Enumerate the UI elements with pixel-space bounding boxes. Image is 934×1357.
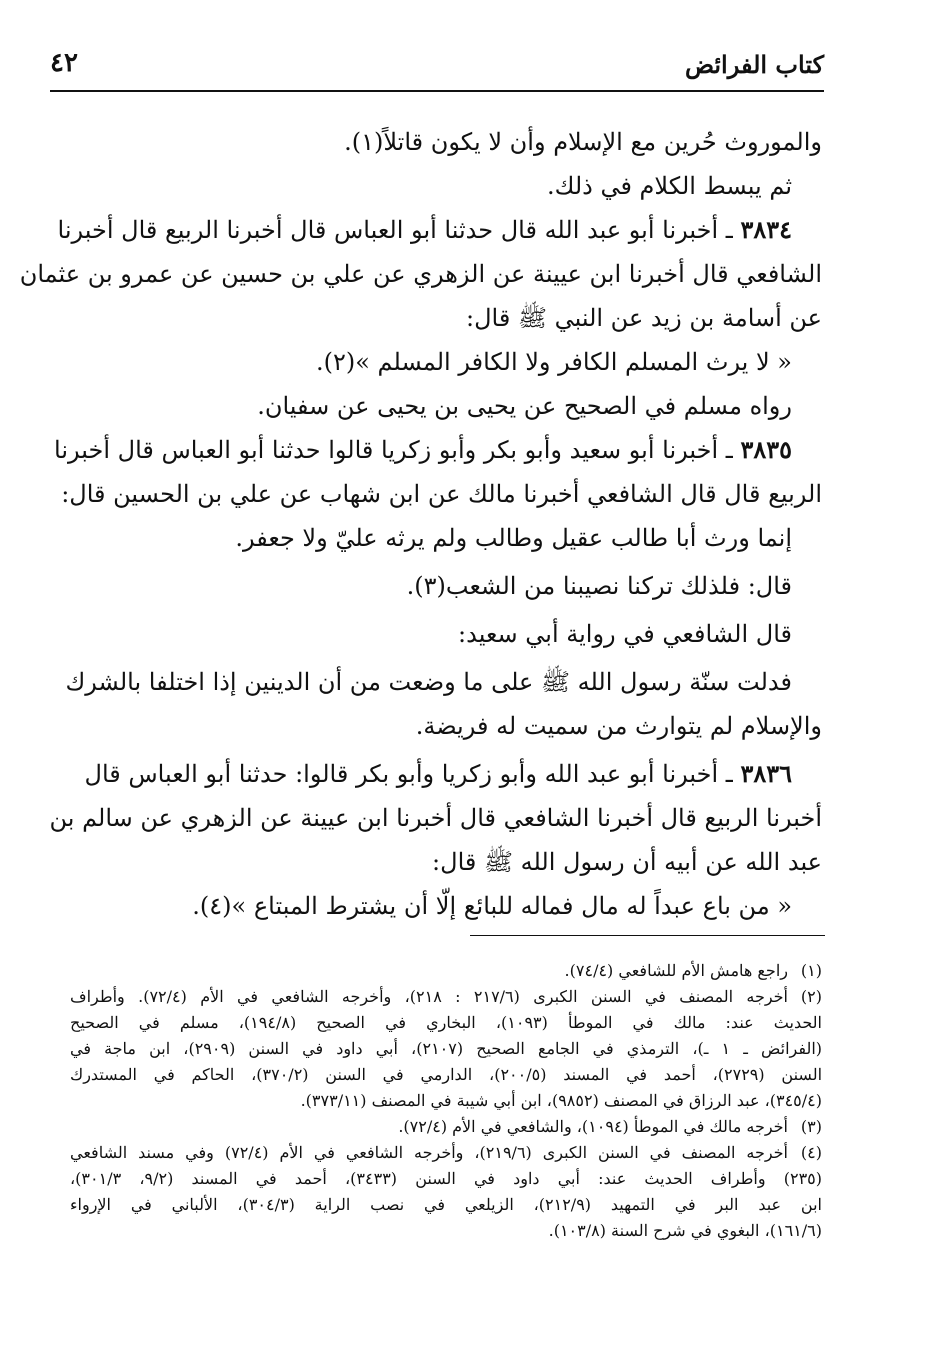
- footnote-text: الحديث عند: مالك في الموطأ (١٠٩٣)، البخاري في الصحيح (١٩٤/٨)، مسلم في الصحيح: [70, 1013, 822, 1032]
- footnotes: [70, 958, 822, 1244]
- hadith-first-line: [54, 428, 822, 472]
- quote-line: « لا يرث المسلم الكافر ولا الكافر المسلم »(٢).: [315, 348, 792, 376]
- hadith-first-line: [57, 208, 822, 252]
- footnote-marker: (٢): [800, 987, 823, 1006]
- footnote-text: (٢٣٥) وأطراف الحديث عند: أبي داود في السنن (٣٤٣٣)، أحمد في المسند (٩/٢، ٣٠١/٣)،: [70, 1169, 822, 1188]
- text-line: قال الشافعي في رواية أبي سعيد:: [458, 620, 792, 648]
- footnote-marker: (٤): [800, 1143, 823, 1162]
- hadith-number: ٣٨٣٥: [740, 435, 792, 464]
- text-line: والموروث حُرين مع الإسلام وأن لا يكون قاتلاً(١).: [344, 128, 822, 156]
- text-line: ـ أخبرنا أبو عبد الله قال حدثنا أبو العباس قال أخبرنا الربيع قال أخبرنا: [57, 216, 733, 244]
- main-text: [19, 120, 822, 928]
- hadith-number: ٣٨٣٦: [740, 759, 792, 788]
- text-line: ثم يبسط الكلام في ذلك.: [546, 172, 792, 200]
- text-line: الشافعي قال أخبرنا ابن عيينة عن الزهري عن علي بن حسين عن عمرو بن عثمان: [19, 260, 822, 288]
- footnote-text: أخرجه المصنف في السنن الكبرى (٢١٩/٦)، وأخرجه الشافعي في الأم (٧٢/٤) وفي مسند الشافعي: [70, 1143, 789, 1162]
- footnote-line: [70, 958, 822, 984]
- footnote-line: [70, 984, 822, 1010]
- text-line: قال: فلذلك تركنا نصيبنا من الشعب(٣).: [406, 572, 792, 600]
- footnote-text: أخرجه المصنف في السنن الكبرى (٢١٧/٦ : ٢١٨)، وأخرجه الشافعي في الأم (٧٢/٤). وأطراف: [70, 987, 789, 1006]
- chapter-title: كتاب الفرائض: [684, 50, 824, 79]
- footnote-text: (١٦١/٦)، البغوي في شرح السنة (١٠٣/٨).: [548, 1221, 822, 1240]
- footnote-text: (الفرائض ـ ١ ـ)، الترمذي في الجامع الصحيح (٢١٠٧)، أبي داود في السنن (٢٩٠٩)، ابن ماجة في: [70, 1039, 822, 1058]
- quote-line: « من باع عبداً له مال فماله للبائع إلّا أن يشترط المبتاع »(٤).: [192, 892, 792, 920]
- footnote-line: [70, 1114, 822, 1140]
- hadith-number: ٣٨٣٤: [740, 215, 792, 244]
- footnote-separator: [470, 935, 825, 936]
- footnote-text: (٣٤٥/٤)، عبد الرزاق في المصنف (٩٨٥٢)، ابن أبي شيبة في المصنف (٣٧٣/١١).: [300, 1091, 822, 1110]
- page-number: ٤٢: [50, 48, 78, 78]
- footnote-text: راجع هامش الأم للشافعي (٧٤/٤).: [564, 961, 788, 980]
- footnote-line: [70, 1140, 822, 1166]
- text-line: أخبرنا الربيع قال أخبرنا الشافعي قال أخبرنا ابن عيينة عن الزهري عن سالم بن: [49, 804, 822, 832]
- footnote-marker: (٣): [800, 1117, 822, 1136]
- text-line: إنما ورث أبا طالب عقيل وطالب ولم يرثه عليّ ولا جعفر.: [235, 524, 792, 552]
- text-line: فدلت سنّة رسول الله ﷺ على ما وضعت من أن الدينين إذا اختلفا بالشرك: [65, 668, 792, 696]
- footnote-text: ابن عبد البر في التمهيد (٢١٢/٩)، الزيلعي في نصب الراية (٣٠٤/٣)، الألباني في الإرواء: [70, 1195, 823, 1214]
- text-line: ـ أخبرنا أبو سعيد وأبو بكر وأبو زكريا قالوا حدثنا أبو العباس قال أخبرنا: [54, 436, 733, 464]
- text-line: عبد الله عن أبيه أن رسول الله ﷺ قال:: [432, 848, 822, 876]
- footnote-text: السنن (٢٧٢٩)، أحمد في المسند (٢٠٠/٥)، الدارمي في السنن (٣٧٠/٢)، الحاكم في المستدرك: [70, 1065, 823, 1084]
- footnote-marker: (١): [800, 961, 822, 980]
- text-line: الربيع قال قال الشافعي أخبرنا مالك عن ابن شهاب عن علي بن الحسين قال:: [61, 480, 822, 508]
- running-header: [50, 42, 824, 92]
- footnote-text: أخرجه مالك في الموطأ (١٠٩٤)، والشافعي في الأم (٧٢/٤).: [398, 1117, 788, 1136]
- hadith-first-line: [84, 752, 822, 796]
- text-line: والإسلام لم يتوارث من سميت له فريضة.: [415, 712, 822, 740]
- text-line: رواه مسلم في الصحيح عن يحيى بن يحيى عن سفيان.: [257, 392, 792, 420]
- text-line: عن أسامة بن زيد عن النبي ﷺ قال:: [466, 304, 822, 332]
- text-line: ـ أخبرنا أبو عبد الله وأبو زكريا وأبو بكر قالوا: حدثنا أبو العباس قال: [84, 760, 733, 788]
